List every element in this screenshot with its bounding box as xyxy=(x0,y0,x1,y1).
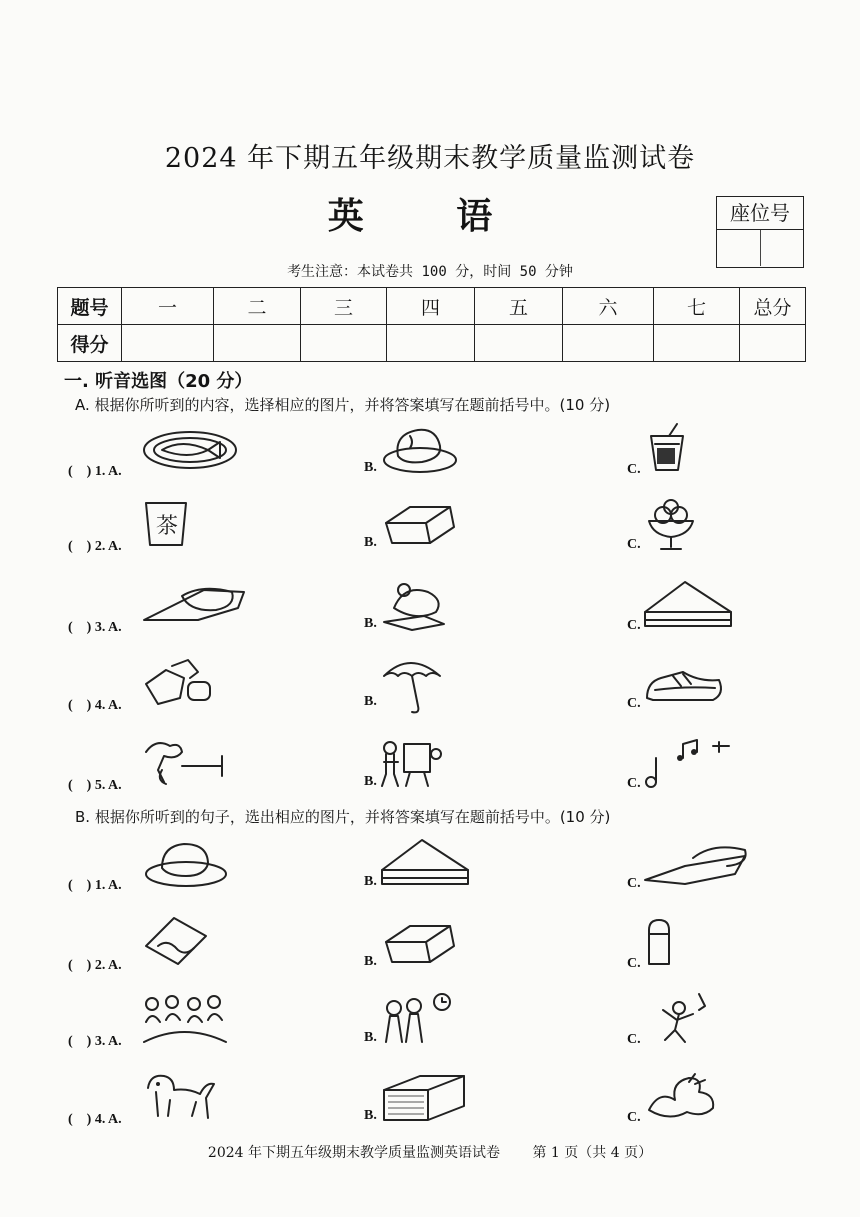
option-b-label: B. xyxy=(364,874,377,889)
question-number-header: 题号 xyxy=(58,288,122,325)
option-b-label: B. xyxy=(364,694,377,709)
option-c-label: C. xyxy=(627,618,641,633)
music-notes-icon xyxy=(643,736,743,792)
option-c-label: C. xyxy=(627,776,641,791)
dog-playing-icon xyxy=(142,736,242,792)
page-footer xyxy=(0,1142,860,1162)
option-b-label: B. xyxy=(364,1108,377,1123)
partB-question-label: ( ) 4. A. xyxy=(68,1112,122,1127)
person-dancing-icon xyxy=(643,992,743,1048)
clothes-pile-icon xyxy=(142,656,242,712)
food-pile-icon xyxy=(380,578,480,634)
partA-question-label: ( ) 1. A. xyxy=(68,464,122,479)
chips-bag-icon xyxy=(142,916,242,972)
fish-plate-icon xyxy=(142,422,242,478)
exam-notice: 考生注意：本试卷共 100 分，时间 50 分钟 xyxy=(287,264,573,280)
drink-cup-icon xyxy=(643,422,743,478)
tea-cup-icon xyxy=(142,497,242,553)
umbrella-icon xyxy=(380,656,480,712)
option-b-label: B. xyxy=(364,616,377,631)
score-table xyxy=(57,287,806,362)
partB-question-label: ( ) 3. A. xyxy=(68,1034,122,1049)
column-3: 三 xyxy=(301,288,387,325)
subject-title: 英 语 xyxy=(327,196,533,237)
roast-chicken-icon xyxy=(142,836,242,892)
partA-question-label: ( ) 5. A. xyxy=(68,778,122,793)
partB-question-label: ( ) 2. A. xyxy=(68,958,122,973)
salt-bottle-icon xyxy=(643,916,743,972)
option-c-label: C. xyxy=(627,537,641,552)
sandwich-icon xyxy=(643,578,743,634)
column-6: 六 xyxy=(563,288,654,325)
svg-text:茶: 茶 xyxy=(156,514,179,539)
option-b-label: B. xyxy=(364,460,377,475)
seat-number-box[interactable] xyxy=(716,196,804,268)
partA-question-label: ( ) 2. A. xyxy=(68,539,122,554)
option-b-label: B. xyxy=(364,1030,377,1045)
puppy-icon xyxy=(142,1070,242,1126)
shoes-icon xyxy=(643,656,743,712)
score-cell[interactable] xyxy=(387,325,475,362)
bread-loaf-icon xyxy=(380,497,480,553)
score-cell[interactable] xyxy=(214,325,301,362)
kids-drawing-icon xyxy=(380,736,480,792)
dragon-icon xyxy=(643,1070,743,1126)
partB-question-label: ( ) 1. A. xyxy=(68,878,122,893)
chicken-plate-icon xyxy=(380,422,480,478)
exam-title: 2024 年下期五年级期末教学质量监测试卷 xyxy=(164,143,696,174)
pizza-slice-icon xyxy=(643,836,743,892)
part-a-instruction: A. 根据你所听到的内容，选择相应的图片，并将答案填写在题前括号中。(10 分) xyxy=(75,396,611,414)
column-1: 一 xyxy=(122,288,214,325)
bread-loaf-icon xyxy=(380,916,480,972)
part-b-instruction: B. 根据你所听到的句子，选出相应的图片，并将答案填写在题前括号中。(10 分) xyxy=(75,808,611,826)
footer-title: 2024 年下期五年级期末教学质量监测英语试卷 xyxy=(207,1145,500,1161)
footer-page-number: 第 1 页（共 4 页） xyxy=(532,1145,653,1161)
option-b-label: B. xyxy=(364,954,377,969)
score-cell[interactable] xyxy=(122,325,214,362)
partA-question-label: ( ) 4. A. xyxy=(68,698,122,713)
pizza-icon xyxy=(142,578,242,634)
option-c-label: C. xyxy=(627,1032,641,1047)
score-cell[interactable] xyxy=(563,325,654,362)
column-7: 七 xyxy=(654,288,740,325)
sandwich-icon xyxy=(380,836,480,892)
ice-cream-icon xyxy=(643,497,743,553)
score-cell[interactable] xyxy=(301,325,387,362)
crowd-icon xyxy=(142,992,242,1048)
partA-question-label: ( ) 3. A. xyxy=(68,620,122,635)
seat-number-label: 座位号 xyxy=(717,197,803,230)
score-row-header: 得分 xyxy=(58,325,122,362)
column-total: 总分 xyxy=(740,288,806,325)
kids-clock-icon xyxy=(380,992,480,1048)
column-5: 五 xyxy=(475,288,563,325)
option-c-label: C. xyxy=(627,462,641,477)
column-2: 二 xyxy=(214,288,301,325)
score-cell[interactable] xyxy=(740,325,806,362)
option-c-label: C. xyxy=(627,956,641,971)
section-1-title: 一. 听音选图（20 分） xyxy=(64,371,253,392)
option-c-label: C. xyxy=(627,1110,641,1125)
option-b-label: B. xyxy=(364,774,377,789)
option-c-label: C. xyxy=(627,876,641,891)
column-4: 四 xyxy=(387,288,475,325)
option-b-label: B. xyxy=(364,535,377,550)
book-icon xyxy=(380,1070,480,1126)
score-cell[interactable] xyxy=(475,325,563,362)
option-c-label: C. xyxy=(627,696,641,711)
score-cell[interactable] xyxy=(654,325,740,362)
